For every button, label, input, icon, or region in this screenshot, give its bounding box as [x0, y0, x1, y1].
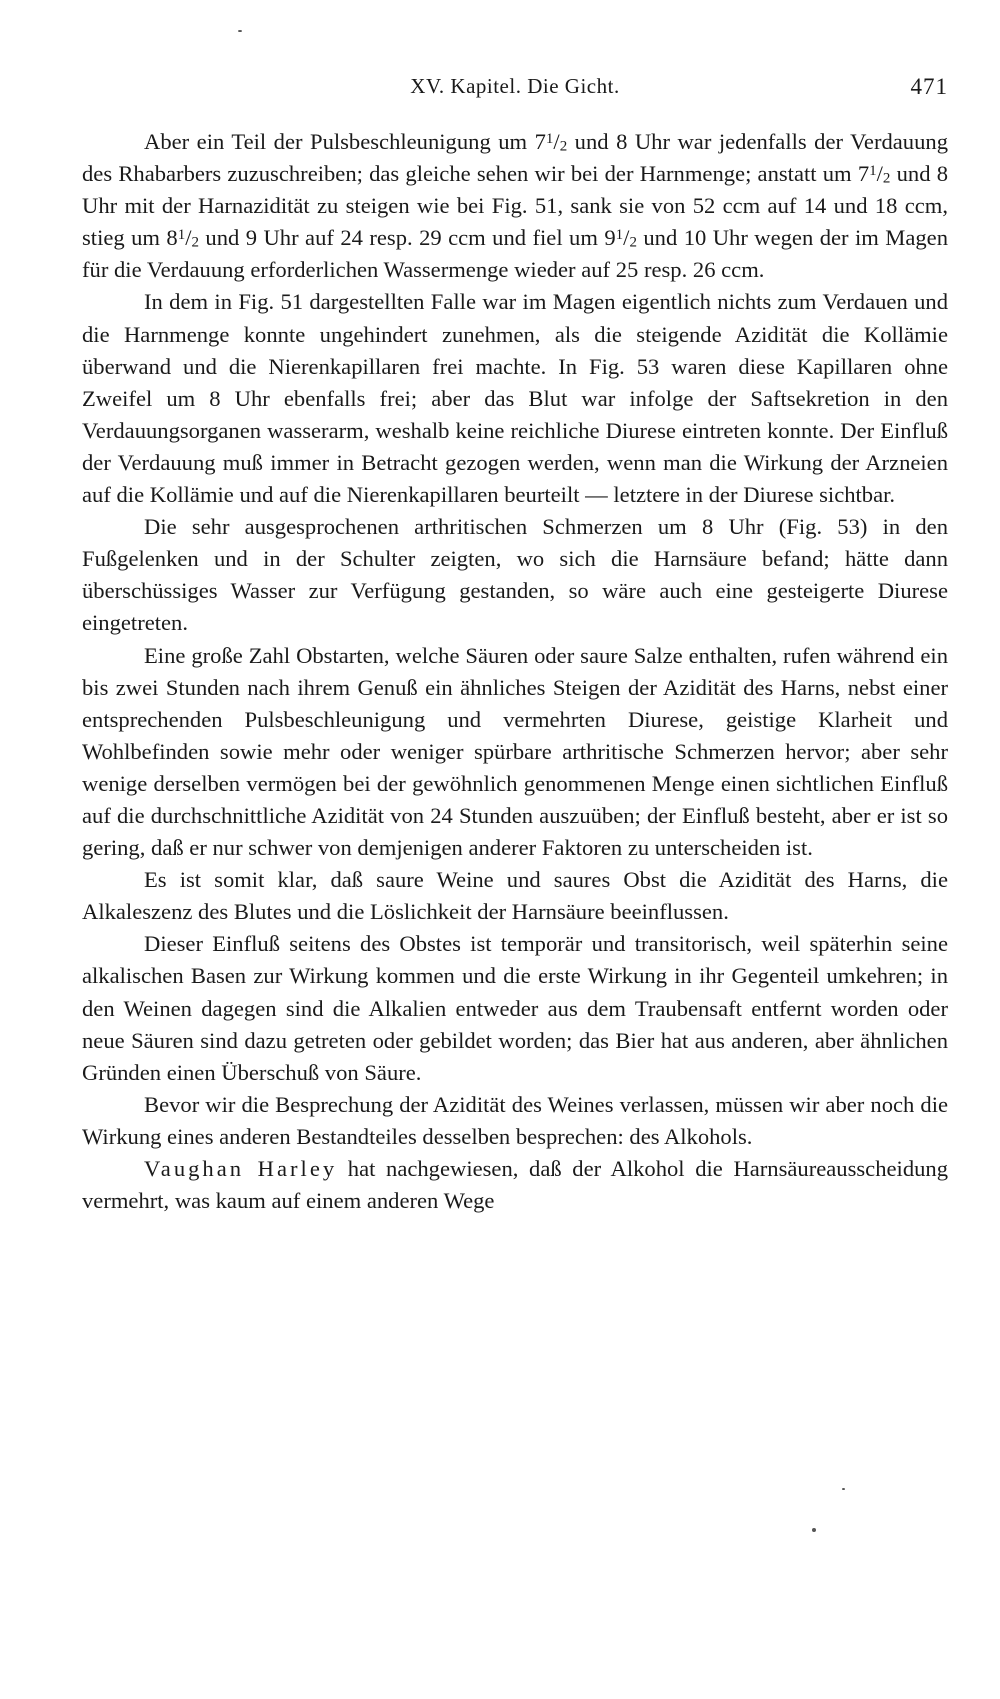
- paragraph: Bevor wir die Besprechung der Azidität des Weines verlassen, müssen wir aber noch die Wirkung eines anderen Bestandteiles desselben besprechen: des Alkohols.: [82, 1091, 948, 1149]
- page-header: [82, 74, 948, 114]
- body-text: [82, 126, 948, 1217]
- paragraph: Es ist somit klar, daß saure Weine und saures Obst die Azidität des Harns, die Alkaleszenz des Blutes und die Löslichkeit der Harnsäure beeinflussen.: [82, 867, 948, 925]
- paragraph: In dem in Fig. 51 dargestellten Falle war im Magen eigentlich nichts zum Verdauen und die Harnmenge konnte ungehindert zunehmen, als die steigende Azidität die Kollämie überwand und die Nierenkapillaren frei machte. In Fig. 53 waren diese Kapillaren ohne Zweifel um 8 Uhr ebenfalls frei; aber das Blut war infolge der Saftsekretion in den Verdauungsorganen wasserarm, weshalb keine reichliche Diurese eintreten konnte. Der Einfluß der Verdauung muß immer in Betracht gezogen werden, wenn man die Wirkung der Arzneien auf die Kollämie und auf die Nierenkapillaren beurteilt — letztere in der Diurese sichtbar.: [82, 289, 948, 508]
- print-speck: [238, 30, 242, 32]
- fraction-numerator: 1: [869, 163, 877, 180]
- fraction-numerator: 1: [177, 227, 186, 244]
- fraction-denominator: 2: [559, 138, 568, 155]
- fraction-slash: /: [876, 161, 883, 187]
- paragraph: Vaughan Harley hat nachgewiesen, daß der Alkohol die Harnsäureausscheidung vermehrt, was kaum auf einem anderen Wege: [82, 1156, 949, 1214]
- page-number: 471: [910, 74, 948, 99]
- author-name: Vaughan Harley: [144, 1156, 338, 1181]
- fraction-denominator: 2: [191, 234, 199, 251]
- print-speck: [812, 1528, 816, 1532]
- paragraph: Die sehr ausgesprochenen arthritischen Schmerzen um 8 Uhr (Fig. 53) in den Fußgelenken und in der Schulter zeigten, wo sich die Harnsäure befand; hätte dann überschüssiges Wasser zur Verfügung gestanden, so wäre auch eine gesteigerte Diurese eingetreten.: [82, 514, 948, 636]
- paragraph: Eine große Zahl Obstarten, welche Säuren oder saure Salze enthalten, rufen während ein bis zwei Stunden nach ihrem Genuß ein ähnliches Steigen der Azidität des Harns, nebst einer entsprechenden Pulsbeschleunigung und vermehrten Diurese, geistige Klarheit und Wohlbefinden sowie mehr oder weniger spürbare arthritische Schmerzen hervor; aber sehr wenige derselben vermögen bei der gewöhnlich genommenen Menge einen sichtlichen Einfluß auf die durchschnittliche Azidität von 24 Stunden auszuüben; der Einfluß besteht, aber er ist so gering, daß er nur schwer von demjenigen anderer Faktoren zu unterscheiden ist.: [82, 642, 948, 861]
- fraction-slash: /: [623, 225, 630, 251]
- fraction-numerator: 1: [545, 131, 554, 147]
- paragraph: Dieser Einfluß seitens des Obstes ist temporär und transitorisch, weil späterhin seine alkalischen Basen zur Wirkung kommen und die erste Wirkung in ihr Gegenteil umkehren; in den Weinen dagegen sind die Alkalien entweder aus dem Traubensaft entfernt worden oder neue Säuren sind dazu getreten oder gebildet worden; das Bier hat aus anderen, aber ähnlichen Gründen einen Überschuß von Säure.: [82, 931, 948, 1085]
- fraction-slash: /: [553, 129, 560, 154]
- print-speck: [842, 1488, 845, 1490]
- fraction-numerator: 1: [615, 227, 624, 244]
- running-head: XV. Kapitel. Die Gicht.: [410, 74, 620, 98]
- fraction-slash: /: [185, 225, 192, 251]
- fraction-denominator: 2: [882, 170, 891, 187]
- paragraph: Aber ein Teil der Pulsbeschleunigung um $7^1/2$ und 8 Uhr war jedenfalls der Verdauung des Rhabarbers zuzuschreiben; das gleiche sehen wir bei der Harnmenge; anstatt um $7^1/2$ und 8 Uhr mit der Harnazidität zu steigen wie bei Fig. 51, sank sie von 52 ccm auf 14 und 18 ccm, stieg um $8^1/2$ und 9 Uhr auf 24 resp. 29 ccm und fiel um $9^1/2$ und 10 Uhr wegen der im Magen für die Verdauung erforderlichen Wassermenge wieder auf 25 resp. 26 ccm.: [82, 129, 948, 283]
- fraction-denominator: 2: [629, 234, 637, 251]
